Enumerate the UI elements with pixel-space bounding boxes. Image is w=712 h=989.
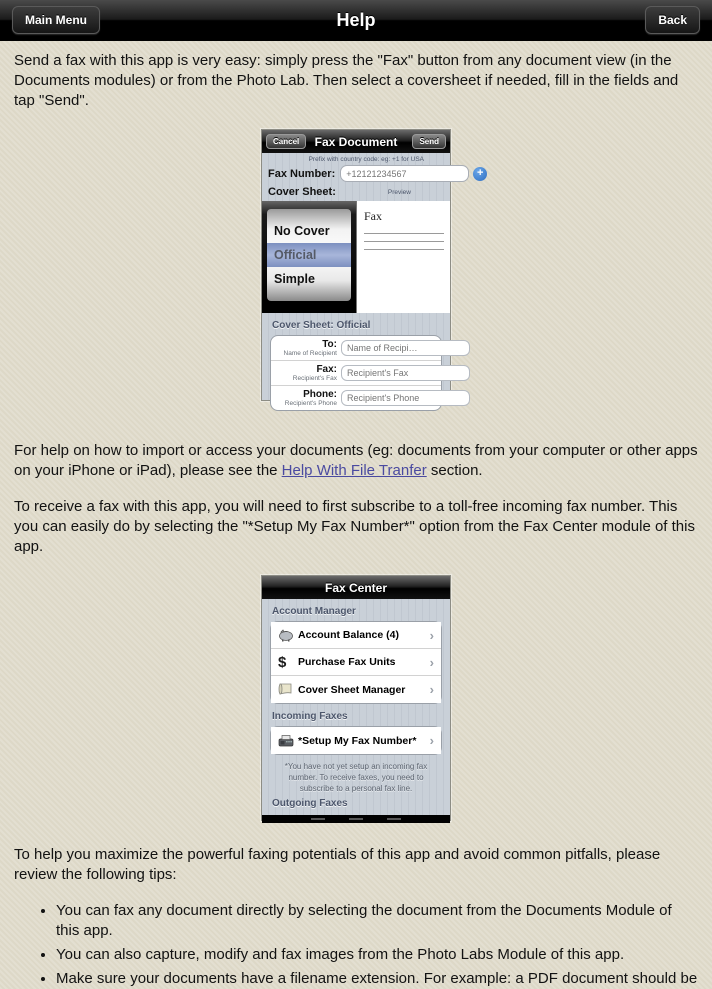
tips-intro-paragraph: To help you maximize the powerful faxing potentials of this app and avoid common pitfalls, please review the following tips:	[14, 846, 661, 883]
chevron-right-icon: ›	[429, 654, 434, 670]
fax-center-screenshot	[261, 575, 451, 821]
dollar-icon: $	[278, 653, 287, 671]
picker-option-simple[interactable]: Simple	[274, 272, 315, 286]
cancel-button[interactable]: Cancel	[266, 134, 306, 149]
to-field-row	[271, 336, 441, 361]
intro-paragraph: Send a fax with this app is very easy: simply press the "Fax" button from any document view (in the Documents modules) or from the Photo Lab. Then select a coversheet if needed, fill in the fields and tap "Send".	[14, 52, 679, 109]
help-content	[0, 41, 712, 989]
phone-input[interactable]	[341, 390, 470, 406]
scroll-icon	[278, 683, 298, 696]
help-title-bar	[0, 0, 712, 41]
tip-item: • You can also capture, modify and fax images from the Photo Labs Module of this app.	[56, 945, 698, 965]
fax-number-row	[262, 163, 484, 186]
fax-input[interactable]	[341, 365, 470, 381]
file-transfer-text-after: section.	[426, 462, 483, 479]
tip-item: • You can fax any document directly by selecting the document from the Documents Module of this app.	[56, 901, 698, 941]
cover-sheet-manager-label: Cover Sheet Manager	[298, 683, 406, 696]
phone-field-labels	[277, 389, 341, 407]
account-manager-header: Account Manager	[272, 606, 356, 617]
incoming-faxes-footnote: *You have not yet setup an incoming fax number. To receive faxes, you need to subscribe to a personal fax line.	[284, 762, 428, 793]
cover-sheet-picker-area	[262, 201, 450, 313]
fax-sublabel: Recipient's Fax	[292, 375, 337, 382]
account-manager-group	[270, 621, 442, 704]
cover-sheet-label: Cover Sheet:	[268, 186, 336, 198]
chevron-right-icon: ›	[429, 733, 434, 748]
account-balance-label: Account Balance (4)	[298, 629, 399, 641]
picker-wheel-frame	[262, 201, 356, 313]
phone-label: Phone:	[303, 389, 337, 400]
fax-center-title: Fax Center	[324, 580, 388, 595]
cover-sheet-manager-row[interactable]	[271, 676, 441, 703]
tab-bar-strip	[262, 815, 450, 823]
fax-number-label: Fax Number:	[268, 167, 336, 180]
coversheet-preview-title: Fax	[364, 209, 382, 223]
to-field-labels	[277, 339, 341, 357]
preview-label: Preview	[387, 188, 411, 196]
setup-fax-number-label: *Setup My Fax Number*	[298, 734, 417, 747]
preview-line	[364, 241, 444, 242]
fax-document-title: Fax Document	[314, 134, 398, 149]
incoming-faxes-group	[270, 726, 442, 755]
purchase-fax-units-label: Purchase Fax Units	[298, 656, 396, 668]
fax-label: Fax:	[316, 364, 337, 375]
add-contact-icon[interactable]: +	[473, 167, 487, 181]
to-input[interactable]	[341, 340, 470, 356]
piggy-bank-icon	[278, 629, 298, 642]
file-transfer-text-before: For help on how to import or access your documents (eg: documents from your computer or other apps on your iPhone or iPad), please see the	[14, 442, 698, 479]
fax-document-navbar	[262, 130, 450, 153]
fax-field-labels	[277, 364, 341, 382]
picker-option-no-cover[interactable]: No Cover	[274, 224, 330, 238]
chevron-right-icon: ›	[429, 682, 434, 697]
coversheet-preview	[356, 201, 450, 313]
help-with-file-transfer-link[interactable]: Help With File Tranfer	[281, 462, 427, 479]
tips-list	[56, 901, 698, 989]
account-balance-row[interactable]	[271, 622, 441, 649]
page-title: Help	[336, 9, 376, 30]
tip-item: • Make sure your documents have a filename extension. For example: a PDF document should be	[56, 969, 698, 989]
cover-sheet-picker[interactable]	[267, 209, 351, 301]
chevron-right-icon: ›	[429, 627, 434, 643]
cover-sheet-row	[262, 186, 450, 201]
outgoing-faxes-header: Outgoing Faxes	[272, 798, 348, 809]
to-sublabel: Name of Recipient	[283, 350, 337, 357]
phone-sublabel: Recipient's Phone	[284, 400, 337, 407]
picker-option-official[interactable]: Official	[267, 243, 351, 267]
phone-field-row	[271, 386, 441, 410]
coversheet-section-header: Cover Sheet: Official	[272, 320, 371, 331]
preview-line	[364, 249, 444, 250]
country-code-hint: Prefix with country code: eg: +1 for USA	[308, 156, 424, 163]
preview-line	[364, 233, 444, 234]
setup-fax-number-row[interactable]	[271, 727, 441, 754]
fax-field-row	[271, 361, 441, 386]
back-button[interactable]: Back	[645, 6, 700, 34]
receive-fax-paragraph: To receive a fax with this app, you will need to first subscribe to a toll-free incoming fax number. This you can easily do by selecting the "*Setup My Fax Number*" option from the Fax Center module of this app.	[14, 498, 695, 555]
send-button[interactable]: Send	[412, 134, 446, 149]
coversheet-fields-group	[270, 335, 442, 411]
file-transfer-paragraph	[14, 441, 698, 481]
fax-machine-icon	[278, 734, 298, 747]
incoming-faxes-header: Incoming Faxes	[272, 711, 348, 722]
to-label: To:	[322, 339, 337, 350]
main-menu-button[interactable]: Main Menu	[12, 6, 100, 34]
fax-document-screenshot	[261, 129, 484, 407]
fax-number-input[interactable]	[340, 165, 469, 182]
fax-center-navbar	[262, 576, 450, 599]
purchase-fax-units-row[interactable]	[271, 649, 441, 676]
